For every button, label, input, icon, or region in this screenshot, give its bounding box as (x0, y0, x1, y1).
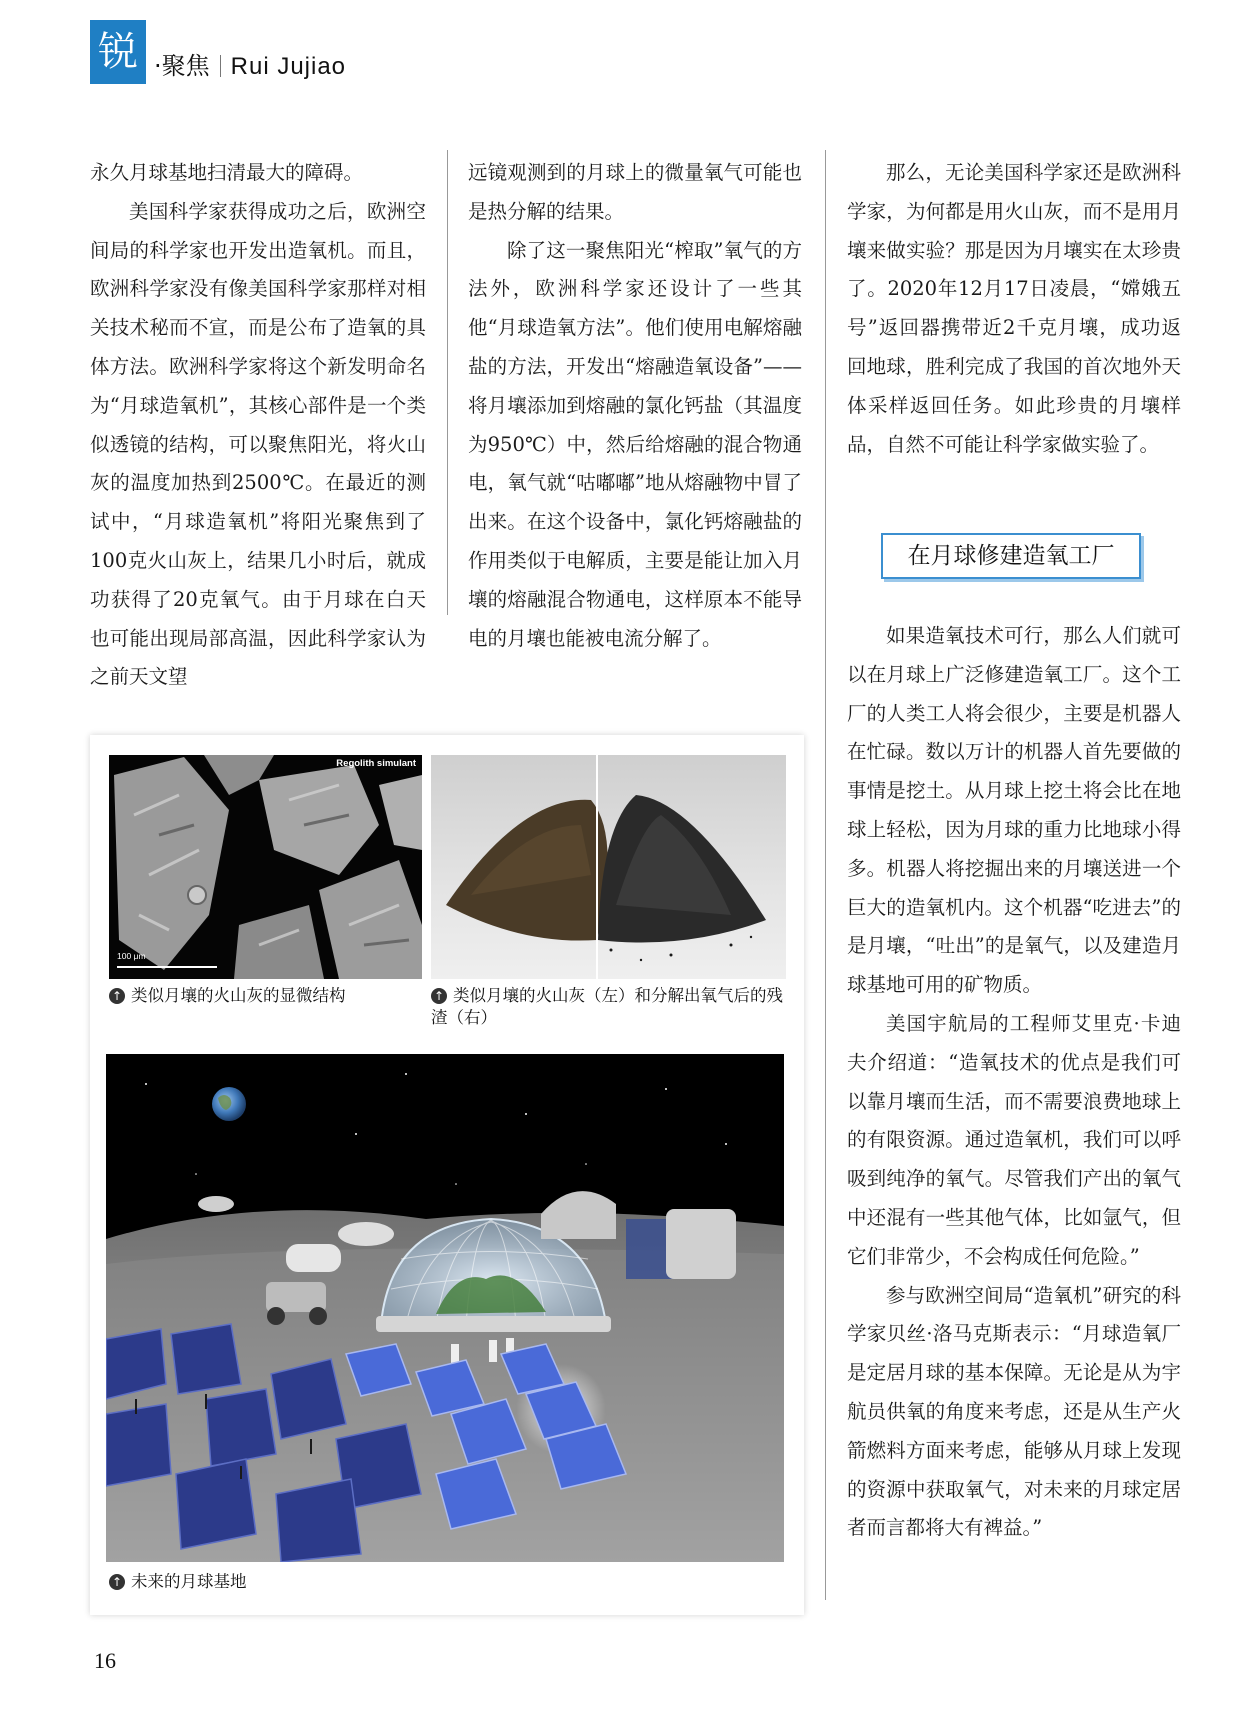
microscope-image (109, 755, 422, 979)
paragraph: 美国科学家获得成功之后，欧洲空间局的科学家也开发出造氧机。而且，欧洲科学家没有像美国科学家那样对相关技术秘而不宣，而是公布了造氧的具体方法。欧洲科学家将这个新发明命名为“月球造氧机”，其核心部件是一个类似透镜的结构，可以聚焦阳光，将火山灰的温度加热到2500℃。在最近的测试中，“月球造氧机”将阳光聚焦到了100克火山灰上，结果几小时后，就成功获得了20克氧气。由于月球在白天也可能出现局部高温，因此科学家认为之前天文望 (90, 199, 426, 689)
column-divider (447, 150, 448, 615)
caption-arrow-icon: ↑ (109, 988, 125, 1004)
section-name: ·聚焦 (154, 52, 210, 80)
paragraph: 如果造氧技术可行，那么人们就可以在月球上广泛修建造氧工厂。这个工厂的人类工人将会很少，主要是机器人在忙碌。数以万计的机器人首先要做的事情是挖土。从月球上挖土将会比在地球上轻松，因为月球的重力比地球小得多。机器人将挖掘出来的月壤送进一个巨大的造氧机内。这个机器“吃进去”的是月壤，“吐出”的是氧气，以及建造月球基地可用的矿物质。 (847, 624, 1181, 997)
section-heading: 在月球修建造氧工厂 (881, 533, 1141, 579)
caption-text: 类似月壤的火山灰的显微结构 (131, 986, 346, 1005)
scale-bar-label: 100 μm (117, 951, 146, 961)
caption-text: 未来的月球基地 (131, 1572, 247, 1591)
caption-arrow-icon: ↑ (431, 988, 447, 1004)
text-column-2 (468, 154, 802, 658)
caption-text: 类似月壤的火山灰（左）和分解出氧气后的残渣（右） (431, 986, 783, 1027)
column-title (154, 46, 346, 81)
section-latin-name: Rui Jujiao (230, 53, 347, 80)
column-badge: 锐 (90, 20, 146, 84)
figure-caption (109, 985, 422, 1007)
caption-arrow-icon: ↑ (109, 1574, 125, 1590)
figure-caption (431, 985, 791, 1029)
moon-base-illustration (106, 1054, 784, 1562)
column-divider (825, 150, 826, 1600)
image-label: Regolith simulant (336, 758, 416, 769)
paragraph: 永久月球基地扫清最大的障碍。 (90, 161, 364, 184)
text-column-3 (847, 154, 1181, 464)
paragraph: 远镜观测到的月球上的微量氧气可能也是热分解的结果。 (468, 161, 802, 223)
paragraph: 参与欧洲空间局“造氧机”研究的科学家贝丝·洛马克斯表示：“月球造氧厂是定居月球的基本保障。无论是从为宇航员供氧的角度来考虑，还是从生产火箭燃料方面来考虑，能够从月球上发现的资源中获取氧气，对未来的月球定居者而言都将大有裨益。” (847, 1283, 1181, 1540)
page-number: 16 (94, 1648, 116, 1673)
figure-caption (109, 1571, 509, 1593)
paragraph: 美国宇航局的工程师艾里克·卡迪夫介绍道：“造氧技术的优点是我们可以靠月壤而生活，而不需要浪费地球上的有限资源。通过造氧机，我们可以呼吸到纯净的氧气。尽管我们产出的氧气中还混有一些其他气体，比如氩气，但它们非常少，不会构成任何危险。” (847, 1011, 1181, 1268)
text-column-1 (90, 154, 426, 697)
paragraph: 那么，无论美国科学家还是欧洲科学家，为何都是用火山灰，而不是用月壤来做实验？那是因为月壤实在太珍贵了。2020年12月17日凌晨，“嫦娥五号”返回器携带近2千克月壤，成功返回地球，胜利完成了我国的首次地外天体采样返回任务。如此珍贵的月壤样品，自然不可能让科学家做实验了。 (847, 161, 1181, 456)
ash-comparison-photo (431, 755, 786, 979)
paragraph: 除了这一聚焦阳光“榨取”氧气的方法外，欧洲科学家还设计了一些其他“月球造氧方法”。他们使用电解熔融盐的方法，开发出“熔融造氧设备”——将月壤添加到熔融的氯化钙盐（其温度为950℃）中，然后给熔融的混合物通电，氧气就“咕嘟嘟”地从熔融物中冒了出来。在这个设备中，氯化钙熔融盐的作用类似于电解质，主要是能让加入月壤的熔融混合物通电，这样原本不能导电的月壤也能被电流分解了。 (468, 238, 802, 650)
header-divider (220, 55, 221, 77)
text-column-3-continued (847, 617, 1181, 1548)
